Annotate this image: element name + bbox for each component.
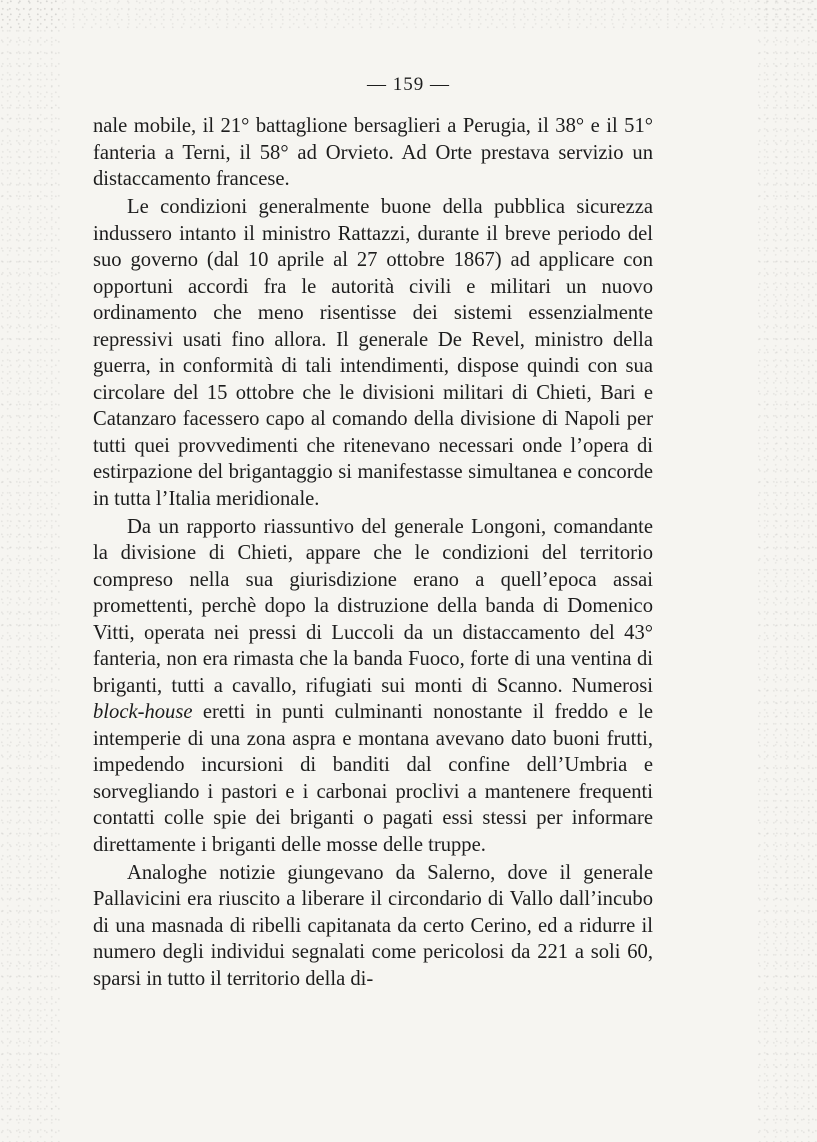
scan-noise-left-margin	[0, 0, 60, 1142]
text-run: Le condizioni generalmente buone della pubblica sicurezza indussero intanto il ministro Rattazzi, durante il breve periodo del suo governo (dal 10 aprile al 27 ottobre 1867) ad applicare con opportuni accordi fra le autorità civili e militari un nuovo ordinamento che meno risentisse dei sistemi essenzialmente repressivi usati fino allora. Il generale De Revel, ministro della guerra, in conformità di tali intendimenti, dispose quindi con sua circolare del 15 ottobre che le divisioni militari di Chieti, Bari e Catanzaro facessero capo al comando della divisione di Napoli per tutti quei provvedimenti che ritenevano necessari onde l’opera di estirpazione del brigantaggio si manifestasse simultanea e concorde in tutta l’Italia meridionale.	[93, 196, 653, 510]
body-text	[93, 113, 653, 992]
text-run: Da un rapporto riassuntivo del generale Longoni, comandante la divisione di Chieti, appare che le condizioni del territorio compreso nella sua giurisdizione erano a quell’epoca assai promettenti, perchè dopo la distruzione della banda di Domenico Vitti, operata nei pressi di Luccoli da un distaccamento del 43° fanteria, non era rimasta che la banda Fuoco, forte di una ventina di briganti, tutti a cavallo, rifugiati sui monti di Scanno. Numerosi	[93, 515, 653, 697]
scan-noise-top-margin	[0, 0, 817, 30]
text-run: nale mobile, il 21° battaglione bersaglieri a Perugia, il 38° e il 51° fanteria a Terni, il 58° ad Orvieto. Ad Orte prestava servizio un distaccamento francese.	[93, 115, 653, 190]
paragraph-continuation	[93, 113, 653, 193]
paragraph-salerno-news	[93, 860, 653, 993]
text-run: Analoghe notizie giungevano da Salerno, dove il generale Pallavicini era riuscito a liberare il circondario di Vallo dall’incubo di una masnada di ribelli capitanata da certo Cerino, ed a ridurre il numero degli individui segnalati come pericolosi da 221 a soli 60, sparsi in tutto il territorio della di-	[93, 861, 653, 990]
scan-noise-right-margin	[757, 0, 817, 1142]
text-run: eretti in punti culminanti nonostante il freddo e le intemperie di una zona aspra e montana avevano dato buoni frutti, impedendo incursioni di banditi dal confine dell’Umbria e sorvegliando i pastori e i carbonai proclivi a mantenere frequenti contatti colle spie dei briganti o pagati essi stessi per informare direttamente i briganti delle mosse delle truppe.	[93, 701, 653, 856]
italic-term-block-house: block-house	[93, 701, 193, 723]
paragraph-public-security	[93, 194, 653, 512]
paragraph-longoni-report	[93, 514, 653, 859]
page-number: — 159 —	[367, 74, 450, 95]
